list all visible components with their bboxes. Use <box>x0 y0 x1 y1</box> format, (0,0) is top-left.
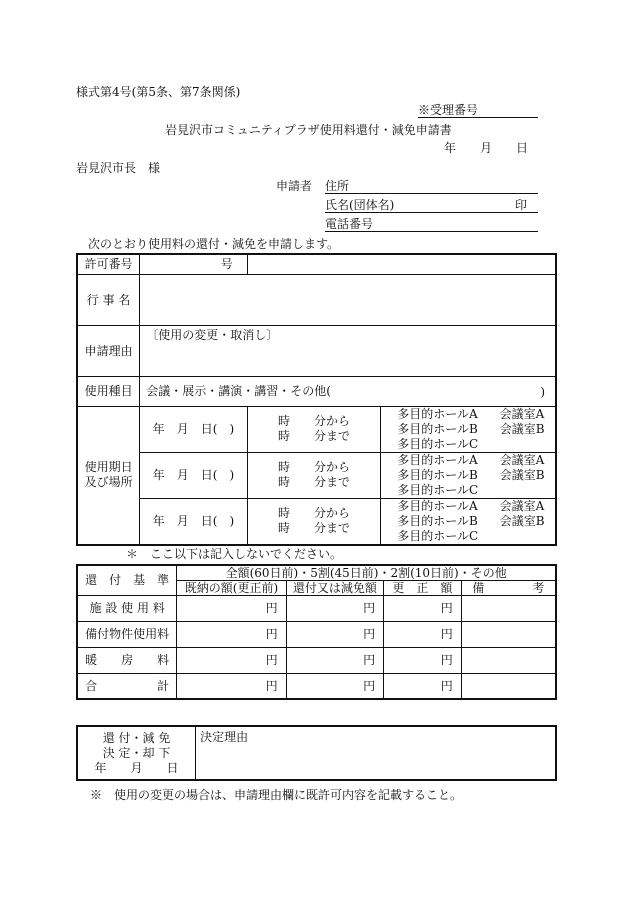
row-label: 施 設 使 用 料 <box>77 595 177 621</box>
period-date-field[interactable]: 年 月 日( ) <box>140 406 248 452</box>
row-label: 合 計 <box>77 673 177 699</box>
usage-type-row <box>77 376 556 406</box>
paid-amount-field[interactable]: 円 <box>177 673 286 699</box>
corrected-amount-field[interactable]: 円 <box>384 647 462 673</box>
period-time-field[interactable]: 時 分から 時 分まで <box>247 452 380 498</box>
event-row <box>77 274 556 325</box>
reason-field[interactable] <box>140 325 556 376</box>
event-name-field[interactable] <box>140 274 556 325</box>
reason-row <box>77 325 556 376</box>
do-not-fill-note: ＊ ここ以下は記入しないでください。 <box>126 547 343 561</box>
receipt-number: ※受理番号 <box>418 104 538 118</box>
period-place-field[interactable]: 多目的ホールA 会議室A 多目的ホールB 会議室B 多目的ホールC <box>381 498 556 545</box>
col-corrected-header: 更 正 額 <box>384 580 462 595</box>
addressee: 岩見沢市長 様 <box>76 161 161 175</box>
usage-type-options: 会議・展示・講演・講習・その他( <box>146 384 331 398</box>
reason-note: 〔使用の変更・取消し〕 <box>146 327 279 342</box>
intro-text: 次のとおり使用料の還付・減免を申請します。 <box>88 237 340 251</box>
corrected-amount-field[interactable]: 円 <box>384 673 462 699</box>
application-table <box>76 253 557 546</box>
table-row <box>77 621 556 647</box>
period-place-field[interactable]: 多目的ホールA 会議室A 多目的ホールB 会議室B 多目的ホールC <box>381 452 556 498</box>
row-label: 暖 房 料 <box>77 647 177 673</box>
decision-reason-field[interactable] <box>196 726 556 780</box>
remarks-field[interactable] <box>461 673 556 699</box>
name-field[interactable]: 氏名(団体名) <box>325 199 538 213</box>
period-date-field[interactable]: 年 月 日( ) <box>140 452 248 498</box>
usage-type-close: ) <box>540 384 545 399</box>
address-field[interactable]: 住所 <box>325 180 538 194</box>
table-row <box>77 595 556 621</box>
period-place-field[interactable]: 多目的ホールA 会議室A 多目的ホールB 会議室B 多目的ホールC <box>381 406 556 452</box>
period-row <box>77 406 556 452</box>
refund-table <box>76 564 557 700</box>
permit-label: 許可番号 <box>77 254 140 274</box>
seal-mark: 印 <box>515 198 528 212</box>
paid-amount-field[interactable]: 円 <box>177 647 286 673</box>
period-row <box>77 452 556 498</box>
reason-label: 申請理由 <box>77 325 140 376</box>
col-paid-header: 既納の額(更正前) <box>177 580 286 595</box>
decision-label: 還 付・減 免 決 定・却 下 年 月 日 <box>77 726 196 780</box>
event-label: 行 事 名 <box>77 274 140 325</box>
table-row <box>77 673 556 699</box>
corrected-amount-field[interactable]: 円 <box>384 595 462 621</box>
refund-amount-field[interactable]: 円 <box>286 621 383 647</box>
remarks-field[interactable] <box>461 647 556 673</box>
date-line: 年 月 日 <box>444 141 529 155</box>
form-number: 様式第4号(第5条、第7条関係) <box>76 85 241 99</box>
corrected-amount-field[interactable]: 円 <box>384 621 462 647</box>
refund-amount-field[interactable]: 円 <box>286 647 383 673</box>
refund-amount-field[interactable]: 円 <box>286 673 383 699</box>
paid-amount-field[interactable]: 円 <box>177 621 286 647</box>
usage-type-label: 使用種目 <box>77 376 140 406</box>
permit-number-field[interactable] <box>140 254 248 274</box>
decision-table <box>76 725 557 781</box>
permit-suffix: 号 <box>220 257 233 272</box>
row-label: 備付物件使用料 <box>77 621 177 647</box>
period-date-field[interactable]: 年 月 日( ) <box>140 498 248 545</box>
period-row <box>77 498 556 545</box>
refund-amount-field[interactable]: 円 <box>286 595 383 621</box>
period-time-field[interactable]: 時 分から 時 分まで <box>247 406 380 452</box>
basis-label: 還 付 基 準 <box>77 565 177 595</box>
page-title: 岩見沢市コミュニティプラザ使用料還付・減免申請書 <box>165 123 452 137</box>
basis-options[interactable]: 全額(60日前)・5割(45日前)・2割(10日前)・その他 <box>177 565 556 580</box>
phone-field[interactable]: 電話番号 <box>325 218 538 232</box>
period-label: 使用期日 及び場所 <box>77 406 140 545</box>
period-time-field[interactable]: 時 分から 時 分まで <box>247 498 380 545</box>
table-row <box>77 647 556 673</box>
footer-note: ※ 使用の変更の場合は、申請理由欄に既許可内容を記載すること。 <box>90 788 463 802</box>
applicant-label: 申請者 <box>276 179 313 193</box>
col-remarks-header: 備 考 <box>461 580 556 595</box>
remarks-field[interactable] <box>461 621 556 647</box>
usage-type-field[interactable] <box>140 376 556 406</box>
col-refund-header: 還付又は減免額 <box>286 580 383 595</box>
permit-row <box>77 254 556 274</box>
paid-amount-field[interactable]: 円 <box>177 595 286 621</box>
remarks-field[interactable] <box>461 595 556 621</box>
decision-reason-label: 決定理由 <box>200 730 249 744</box>
